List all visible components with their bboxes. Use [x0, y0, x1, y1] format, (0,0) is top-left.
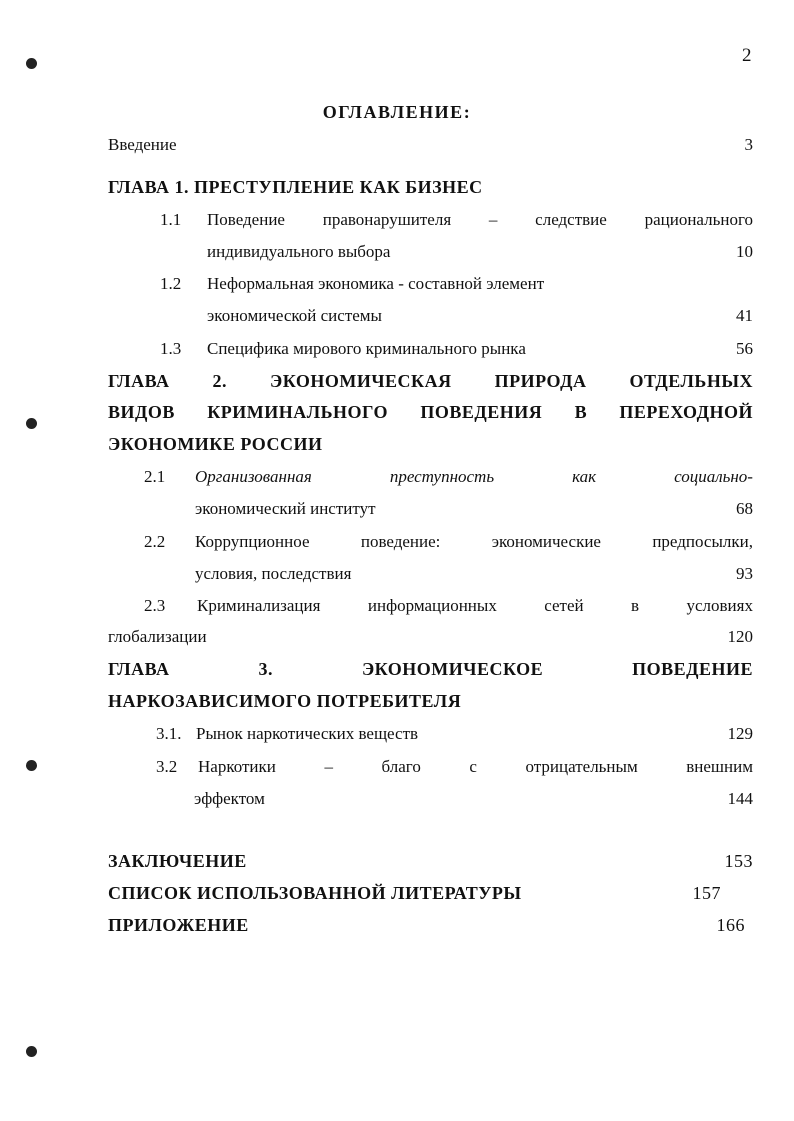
- word: правонарушителя: [322, 210, 452, 229]
- toc-title: ОГЛАВЛЕНИЕ:: [322, 102, 472, 122]
- entry-label: Рынок наркотических веществ: [196, 724, 419, 743]
- word: поведение:: [360, 532, 441, 551]
- entry-label: эффектом: [194, 789, 265, 808]
- word: ЭКОНОМИЧЕСКАЯ: [270, 371, 452, 391]
- entry-page: 129: [727, 724, 753, 743]
- word: ПОВЕДЕНИЕ: [632, 659, 753, 679]
- punch-hole-mark: [26, 58, 37, 69]
- entry-label: Неформальная экономика - составной элемент: [207, 274, 545, 293]
- chapter-title: [108, 402, 753, 422]
- entry-label: [197, 596, 753, 616]
- page-number: 2: [742, 45, 752, 66]
- word: с: [469, 757, 477, 776]
- word: ПРИРОДА: [494, 371, 587, 391]
- entry-label: Введение: [108, 135, 177, 154]
- entry-page: 153: [724, 851, 753, 871]
- word: рационального: [644, 210, 753, 229]
- section-number: 1.1: [160, 210, 182, 229]
- entry-page: 56: [736, 339, 753, 358]
- word: условиях: [686, 596, 753, 615]
- word: 3.: [258, 659, 273, 679]
- word: ГЛАВА: [108, 371, 170, 391]
- entry-label: глобализации: [108, 627, 207, 646]
- entry-label: [195, 467, 753, 487]
- section-number: 3.2: [156, 757, 178, 776]
- word: ПОВЕДЕНИЯ: [420, 402, 543, 422]
- entry-label: [195, 532, 753, 552]
- word: следствие: [535, 210, 607, 229]
- section-number: 1.3: [160, 339, 182, 358]
- chapter-title: ГЛАВА 1. ПРЕСТУПЛЕНИЕ КАК БИЗНЕС: [108, 177, 483, 197]
- word: внешним: [686, 757, 753, 776]
- word: экономические: [491, 532, 601, 551]
- section-number: 3.1.: [156, 724, 182, 743]
- entry-page: 120: [727, 627, 753, 646]
- chapter-title: ЭКОНОМИКЕ РОССИИ: [108, 434, 323, 454]
- section-number: 2.3: [144, 596, 166, 615]
- entry-label: [207, 210, 753, 230]
- entry-page: 157: [692, 883, 721, 903]
- word: ОТДЕЛЬНЫХ: [629, 371, 753, 391]
- entry-label: ЗАКЛЮЧЕНИЕ: [108, 851, 247, 871]
- word: социально-: [674, 467, 753, 486]
- section-number: 1.2: [160, 274, 182, 293]
- word: благо: [381, 757, 421, 776]
- word: в: [631, 596, 640, 615]
- entry-page: 10: [736, 242, 753, 261]
- word: –: [488, 210, 498, 229]
- punch-hole-mark: [26, 760, 37, 771]
- entry-label: экономический институт: [195, 499, 376, 518]
- section-number: 2.2: [144, 532, 166, 551]
- entry-page: 144: [727, 789, 753, 808]
- entry-page: 68: [736, 499, 753, 518]
- word: преступность: [389, 467, 495, 486]
- entry-label: [198, 757, 753, 777]
- entry-page: 41: [736, 306, 753, 325]
- entry-label: экономической системы: [207, 306, 382, 325]
- section-number: 2.1: [144, 467, 166, 486]
- word: КРИМИНАЛЬНОГО: [207, 402, 389, 422]
- word: Наркотики: [198, 757, 276, 776]
- word: –: [324, 757, 333, 776]
- word: Поведение: [207, 210, 285, 229]
- word: В: [574, 402, 588, 422]
- word: отрицательным: [525, 757, 638, 776]
- entry-page: 93: [736, 564, 753, 583]
- word: 2.: [212, 371, 228, 391]
- chapter-title: НАРКОЗАВИСИМОГО ПОТРЕБИТЕЛЯ: [108, 691, 462, 711]
- word: информационных: [367, 596, 497, 615]
- word: Криминализация: [197, 596, 321, 615]
- chapter-title: [108, 659, 753, 679]
- chapter-title: [108, 371, 753, 391]
- word: предпосылки,: [652, 532, 753, 551]
- entry-page: 3: [744, 135, 753, 154]
- word: как: [572, 467, 597, 486]
- word: ПЕРЕХОДНОЙ: [619, 402, 753, 422]
- word: Организованная: [195, 467, 312, 486]
- punch-hole-mark: [26, 1046, 37, 1057]
- word: ГЛАВА: [108, 659, 170, 679]
- word: ВИДОВ: [108, 402, 175, 422]
- word: сетей: [544, 596, 584, 615]
- entry-label: ПРИЛОЖЕНИЕ: [108, 915, 249, 935]
- entry-label: индивидуального выбора: [207, 242, 391, 261]
- entry-label: условия, последствия: [195, 564, 352, 583]
- entry-label: Специфика мирового криминального рынка: [207, 339, 526, 358]
- punch-hole-mark: [26, 418, 37, 429]
- word: ЭКОНОМИЧЕСКОЕ: [361, 659, 544, 679]
- entry-label: СПИСОК ИСПОЛЬЗОВАННОЙ ЛИТЕРАТУРЫ: [108, 883, 522, 903]
- entry-page: 166: [716, 915, 745, 935]
- word: Коррупционное: [195, 532, 310, 551]
